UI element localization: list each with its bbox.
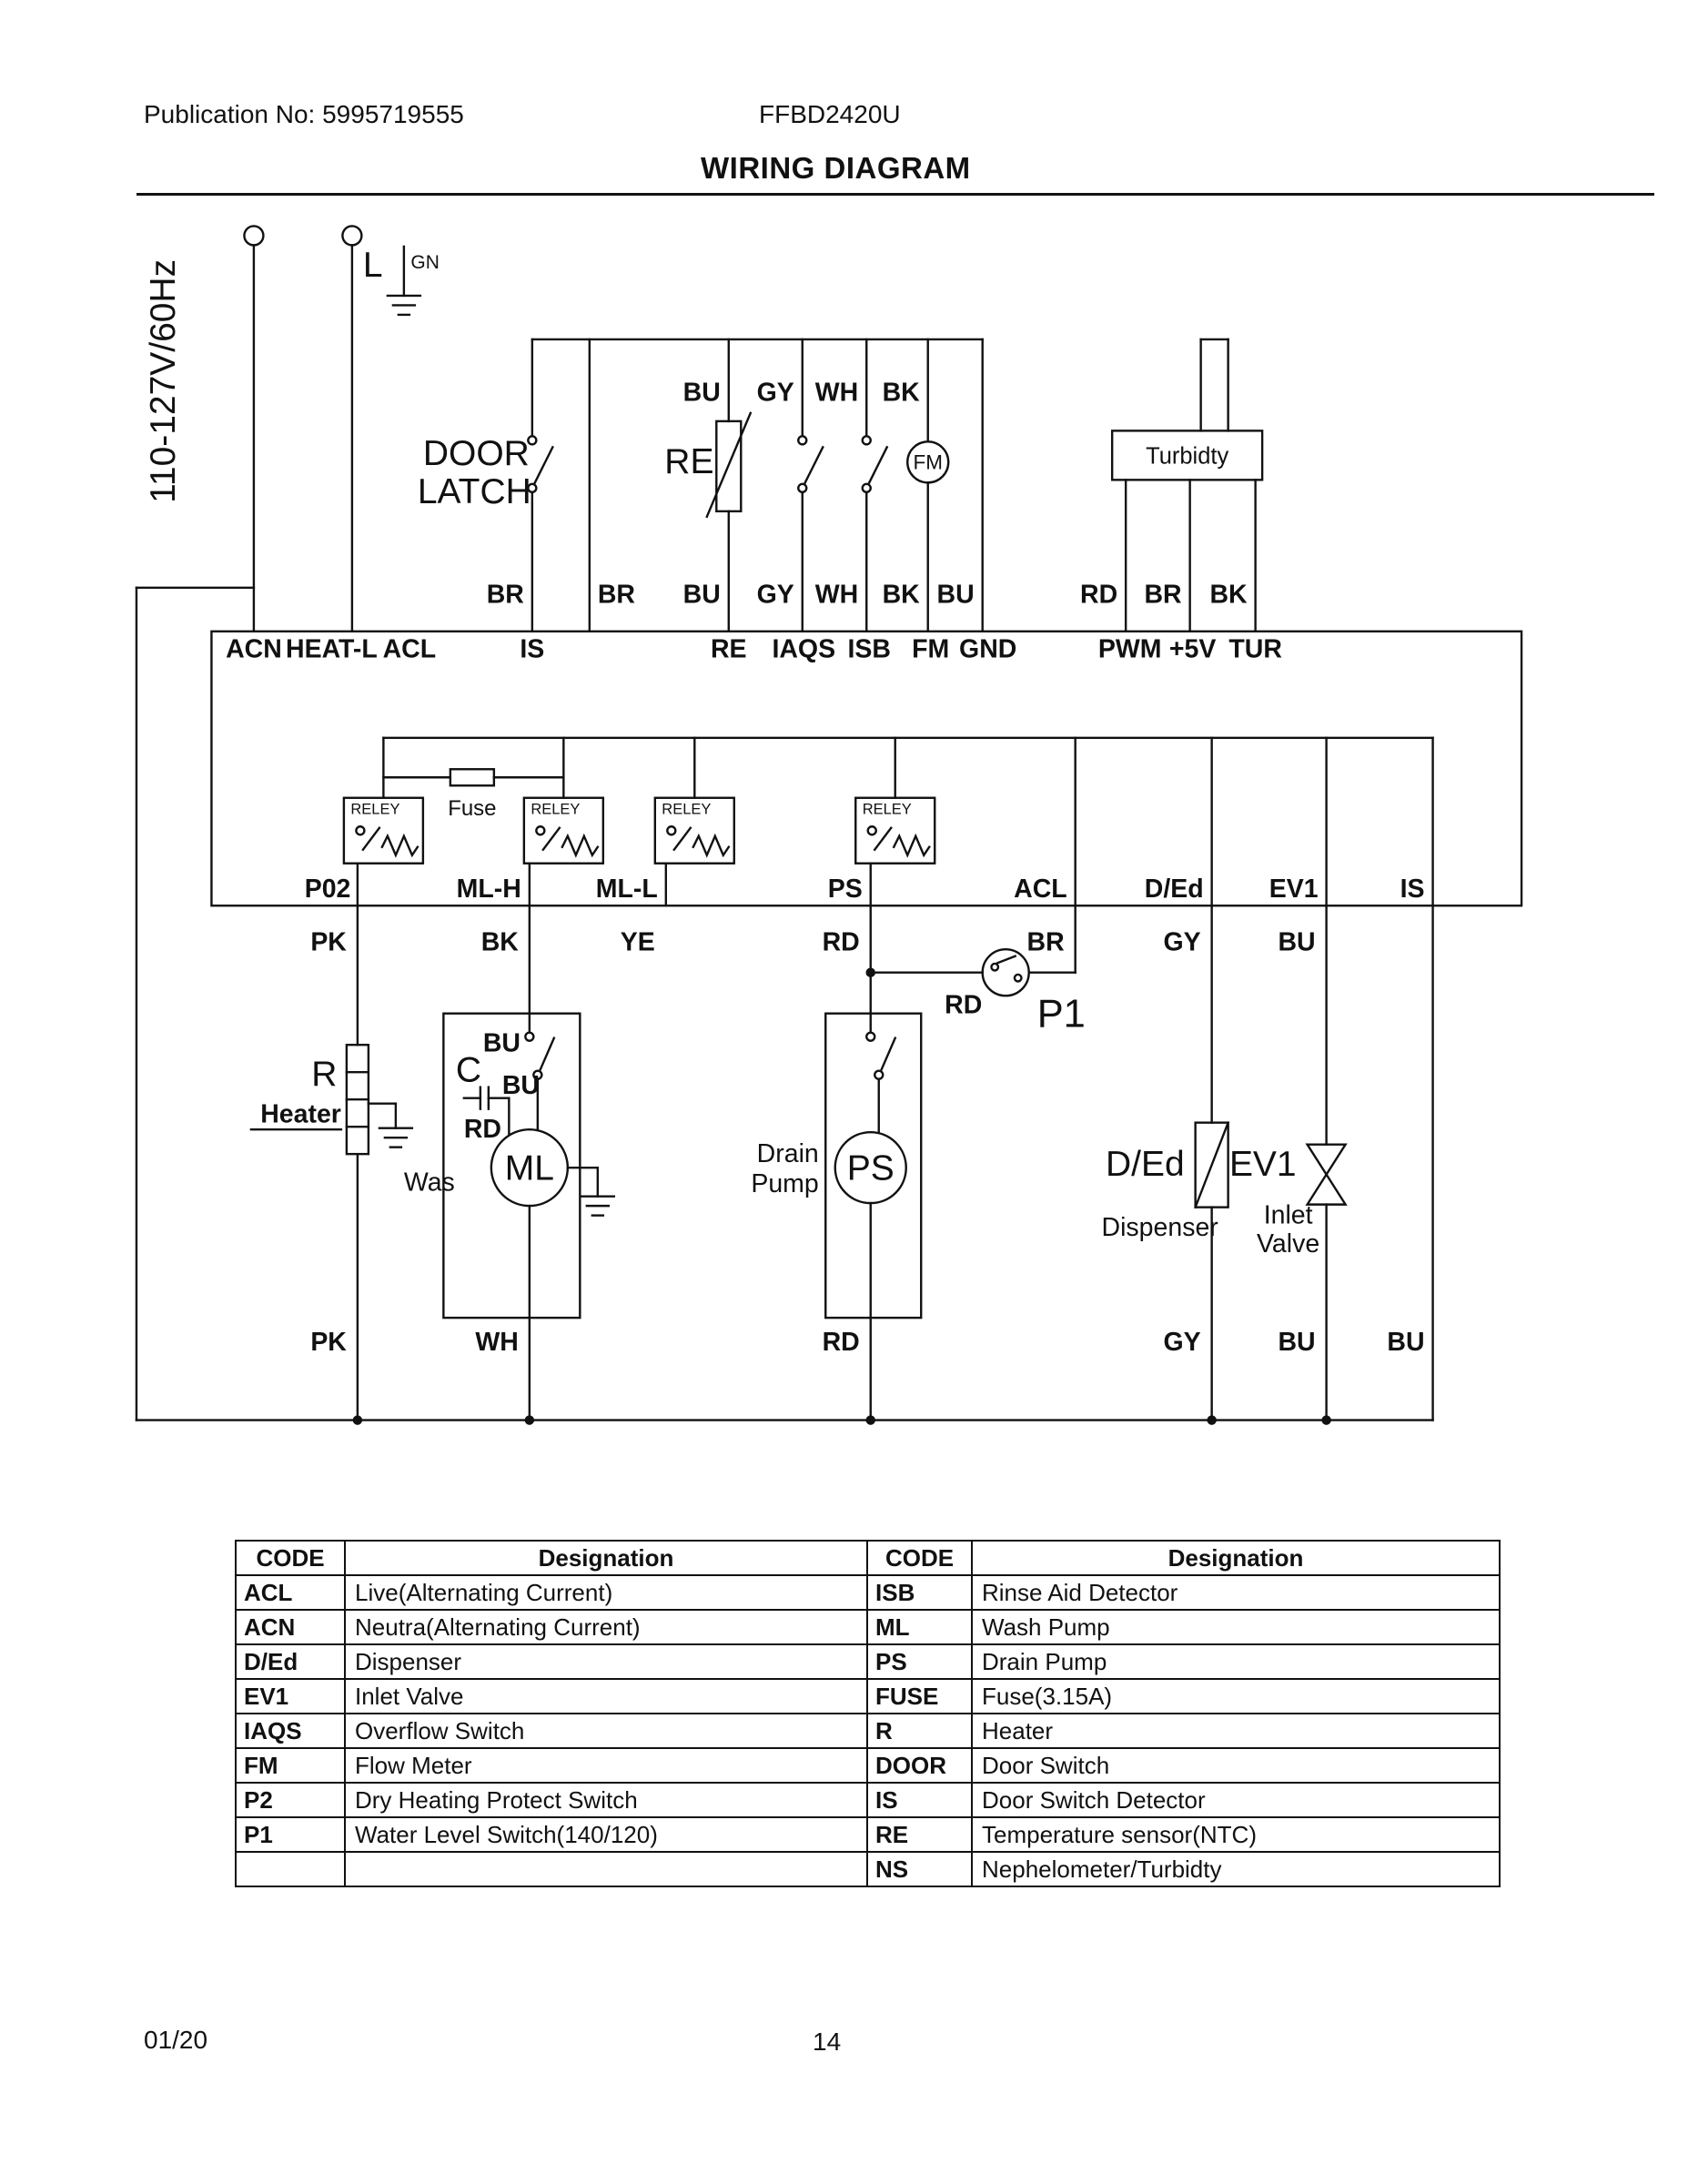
code-cell: ACN [236,1610,345,1644]
wire-color: GY [756,580,794,610]
board-terminal: IS [520,634,545,664]
board-terminal: RE [710,634,747,664]
voltage-label: 110-127V/60Hz [143,258,183,503]
wire-color: RD [1080,580,1118,610]
designation-cell: Water Level Switch(140/120) [345,1817,867,1852]
code-cell: ML [867,1610,972,1644]
wire-color: BU [682,378,721,408]
relay-label: RELEY [350,801,400,818]
code-cell: R [867,1714,972,1748]
dispenser-label: Dispenser [1101,1213,1218,1243]
table-row [236,1852,1500,1886]
neutral-terminal-circle [244,226,263,245]
wire-color: BU [1278,927,1316,957]
dispenser-code: D/Ed [1106,1145,1185,1185]
heater-ground-symbol [369,1104,412,1148]
relay-4 [855,798,935,905]
designation-cell: Heater [972,1714,1500,1748]
control-board-outline [211,632,1521,905]
heater-code: R [311,1055,338,1095]
door-latch-label-1: DOOR [422,433,530,473]
wire-color: RD [945,990,983,1020]
designation-cell: Rinse Aid Detector [972,1575,1500,1610]
code-cell: D/Ed [236,1644,345,1679]
drain-pump-label-2: Pump [751,1169,819,1199]
board-terminal: FM [912,634,950,664]
table-row [236,1748,1500,1783]
heater-note: Was [403,1168,455,1198]
designation-cell: Door Switch [972,1748,1500,1783]
p1-circle [983,949,1029,996]
code-cell: DOOR [867,1748,972,1783]
motor-code: ML [504,1148,554,1188]
relay-label: RELEY [662,801,712,818]
code-cell: EV1 [236,1679,345,1714]
wire-color: BK [480,927,519,957]
header-designation-2: Designation [972,1541,1500,1575]
board-terminal: ISB [847,634,891,664]
board-terminal: +5V [1168,634,1217,664]
code-cell: P2 [236,1783,345,1817]
designation-cell: Overflow Switch [345,1714,867,1748]
wiring-diagram [0,198,1688,1434]
wire-color: BU [682,580,721,610]
footer-page-number: 14 [813,2027,842,2056]
board-terminal: ACN [226,634,282,664]
wire-color: BR [486,580,524,610]
table-row [236,1679,1500,1714]
wire-color: WH [814,378,859,408]
code-cell: IS [867,1783,972,1817]
table-row [236,1783,1500,1817]
inlet-valve-label-1: Inlet [1263,1200,1313,1230]
wire-color: BU [1387,1328,1425,1358]
wire-color: BU [501,1071,541,1101]
code-cell: FM [236,1748,345,1783]
code-cell: RE [867,1817,972,1852]
code-cell: PS [867,1644,972,1679]
wire-color: WH [475,1328,519,1358]
title-rule [136,193,1654,196]
designation-cell: Neutra(Alternating Current) [345,1610,867,1644]
table-row [236,1817,1500,1852]
code-cell: ISB [867,1575,972,1610]
board-terminal: ACL [382,634,437,664]
table-row [236,1644,1500,1679]
wire-color: BU [936,580,975,610]
designation-cell: Fuse(3.15A) [972,1679,1500,1714]
model-number: FFBD2420U [759,100,901,128]
wire-color: WH [814,580,859,610]
motor-ground-symbol [568,1168,614,1215]
control-board [211,632,1521,905]
board-terminal: PWM [1097,634,1162,664]
door-latch-label-2: LATCH [417,471,531,511]
table-row [236,1714,1500,1748]
output-wire-colors [310,928,1315,957]
table-row [236,1575,1500,1610]
board-output: EV1 [1269,875,1319,905]
designation-cell: Inlet Valve [345,1679,867,1714]
wire-color: GY [756,378,794,408]
wire-color: RD [463,1115,502,1145]
relay-2 [524,798,603,905]
code-cell: NS [867,1852,972,1886]
board-output: ML-L [595,875,658,905]
board-output: IS [1400,875,1425,905]
table-row [236,1610,1500,1644]
board-terminal: GND [959,634,1017,664]
designation-cell: Nephelometer/Turbidty [972,1852,1500,1886]
wire-color: BR [1026,927,1065,957]
designation-cell: Dispenser [345,1644,867,1679]
wire-color: GY [1163,927,1201,957]
designation-cell: Flow Meter [345,1748,867,1783]
door-latch-switch [528,339,552,632]
inlet-valve-label-2: Valve [1257,1229,1320,1259]
designation-cell: Live(Alternating Current) [345,1575,867,1610]
re-label: RE [664,441,714,481]
wire-color: PK [310,927,347,957]
turbidity-label: Turbidty [1146,443,1229,470]
header-designation-1: Designation [345,1541,867,1575]
wire-color: BK [1209,580,1248,610]
board-output: P02 [304,875,351,905]
wire-color: BR [1144,580,1182,610]
wire-color: YE [620,927,655,957]
board-output: PS [827,875,863,905]
p1-label: P1 [1036,992,1086,1036]
designation-cell: Wash Pump [972,1610,1500,1644]
board-fuse [383,769,563,785]
bottom-wire-colors [310,1328,1424,1357]
designation-cell: Temperature sensor(NTC) [972,1817,1500,1852]
board-terminal: TUR [1228,634,1282,664]
code-cell: IAQS [236,1714,345,1748]
fm-label: FM [913,450,943,474]
header-code-1: CODE [236,1541,345,1575]
relay-1 [344,798,423,905]
table-header-row [236,1541,1500,1575]
designation-cell: Dry Heating Protect Switch [345,1783,867,1817]
publication-number: Publication No: 5995719555 [144,100,464,128]
relay-3 [655,798,734,905]
capacitor-label: C [455,1050,482,1090]
board-output: ACL [1014,875,1067,905]
valve-symbol-top [1308,1145,1346,1175]
code-cell: ACL [236,1575,345,1610]
wire-color: BU [1278,1328,1316,1358]
wire-color: BU [482,1028,521,1058]
line-label: L [362,245,383,285]
code-cell: FUSE [867,1679,972,1714]
designation-cell: Drain Pump [972,1644,1500,1679]
wire-color: GY [1163,1328,1201,1358]
wire-color: RD [822,1328,860,1358]
fuse-body [450,769,494,785]
drain-pump-code: PS [846,1148,895,1188]
board-terminal: HEAT-L [286,634,378,664]
code-legend-table [235,1540,1501,1887]
relay-label: RELEY [531,801,581,818]
designation-cell [345,1852,867,1886]
code-cell [236,1852,345,1886]
wire-color: RD [822,927,860,957]
bottom-bus [136,1415,1433,1424]
fuse-label: Fuse [448,796,497,822]
drain-pump-label-1: Drain [756,1139,819,1169]
header-code-2: CODE [867,1541,972,1575]
ground-label: GN [410,251,440,273]
wire-color: PK [310,1328,347,1358]
relay-label: RELEY [862,801,912,818]
code-cell: P1 [236,1817,345,1852]
page-title: WIRING DIAGRAM [701,151,971,185]
designation-cell: Door Switch Detector [972,1783,1500,1817]
wire-color: BK [882,378,920,408]
wire-color: BR [597,580,635,610]
line-terminal-circle [342,226,361,245]
board-output: ML-H [456,875,521,905]
footer-date: 01/20 [144,2026,208,2054]
wire-color: BK [882,580,920,610]
valve-symbol-bottom [1308,1175,1346,1205]
inlet-valve-code: EV1 [1228,1145,1297,1185]
heater [347,905,412,1420]
board-output: D/Ed [1144,875,1204,905]
heater-label: Heater [260,1099,341,1129]
board-terminal: IAQS [772,634,836,664]
